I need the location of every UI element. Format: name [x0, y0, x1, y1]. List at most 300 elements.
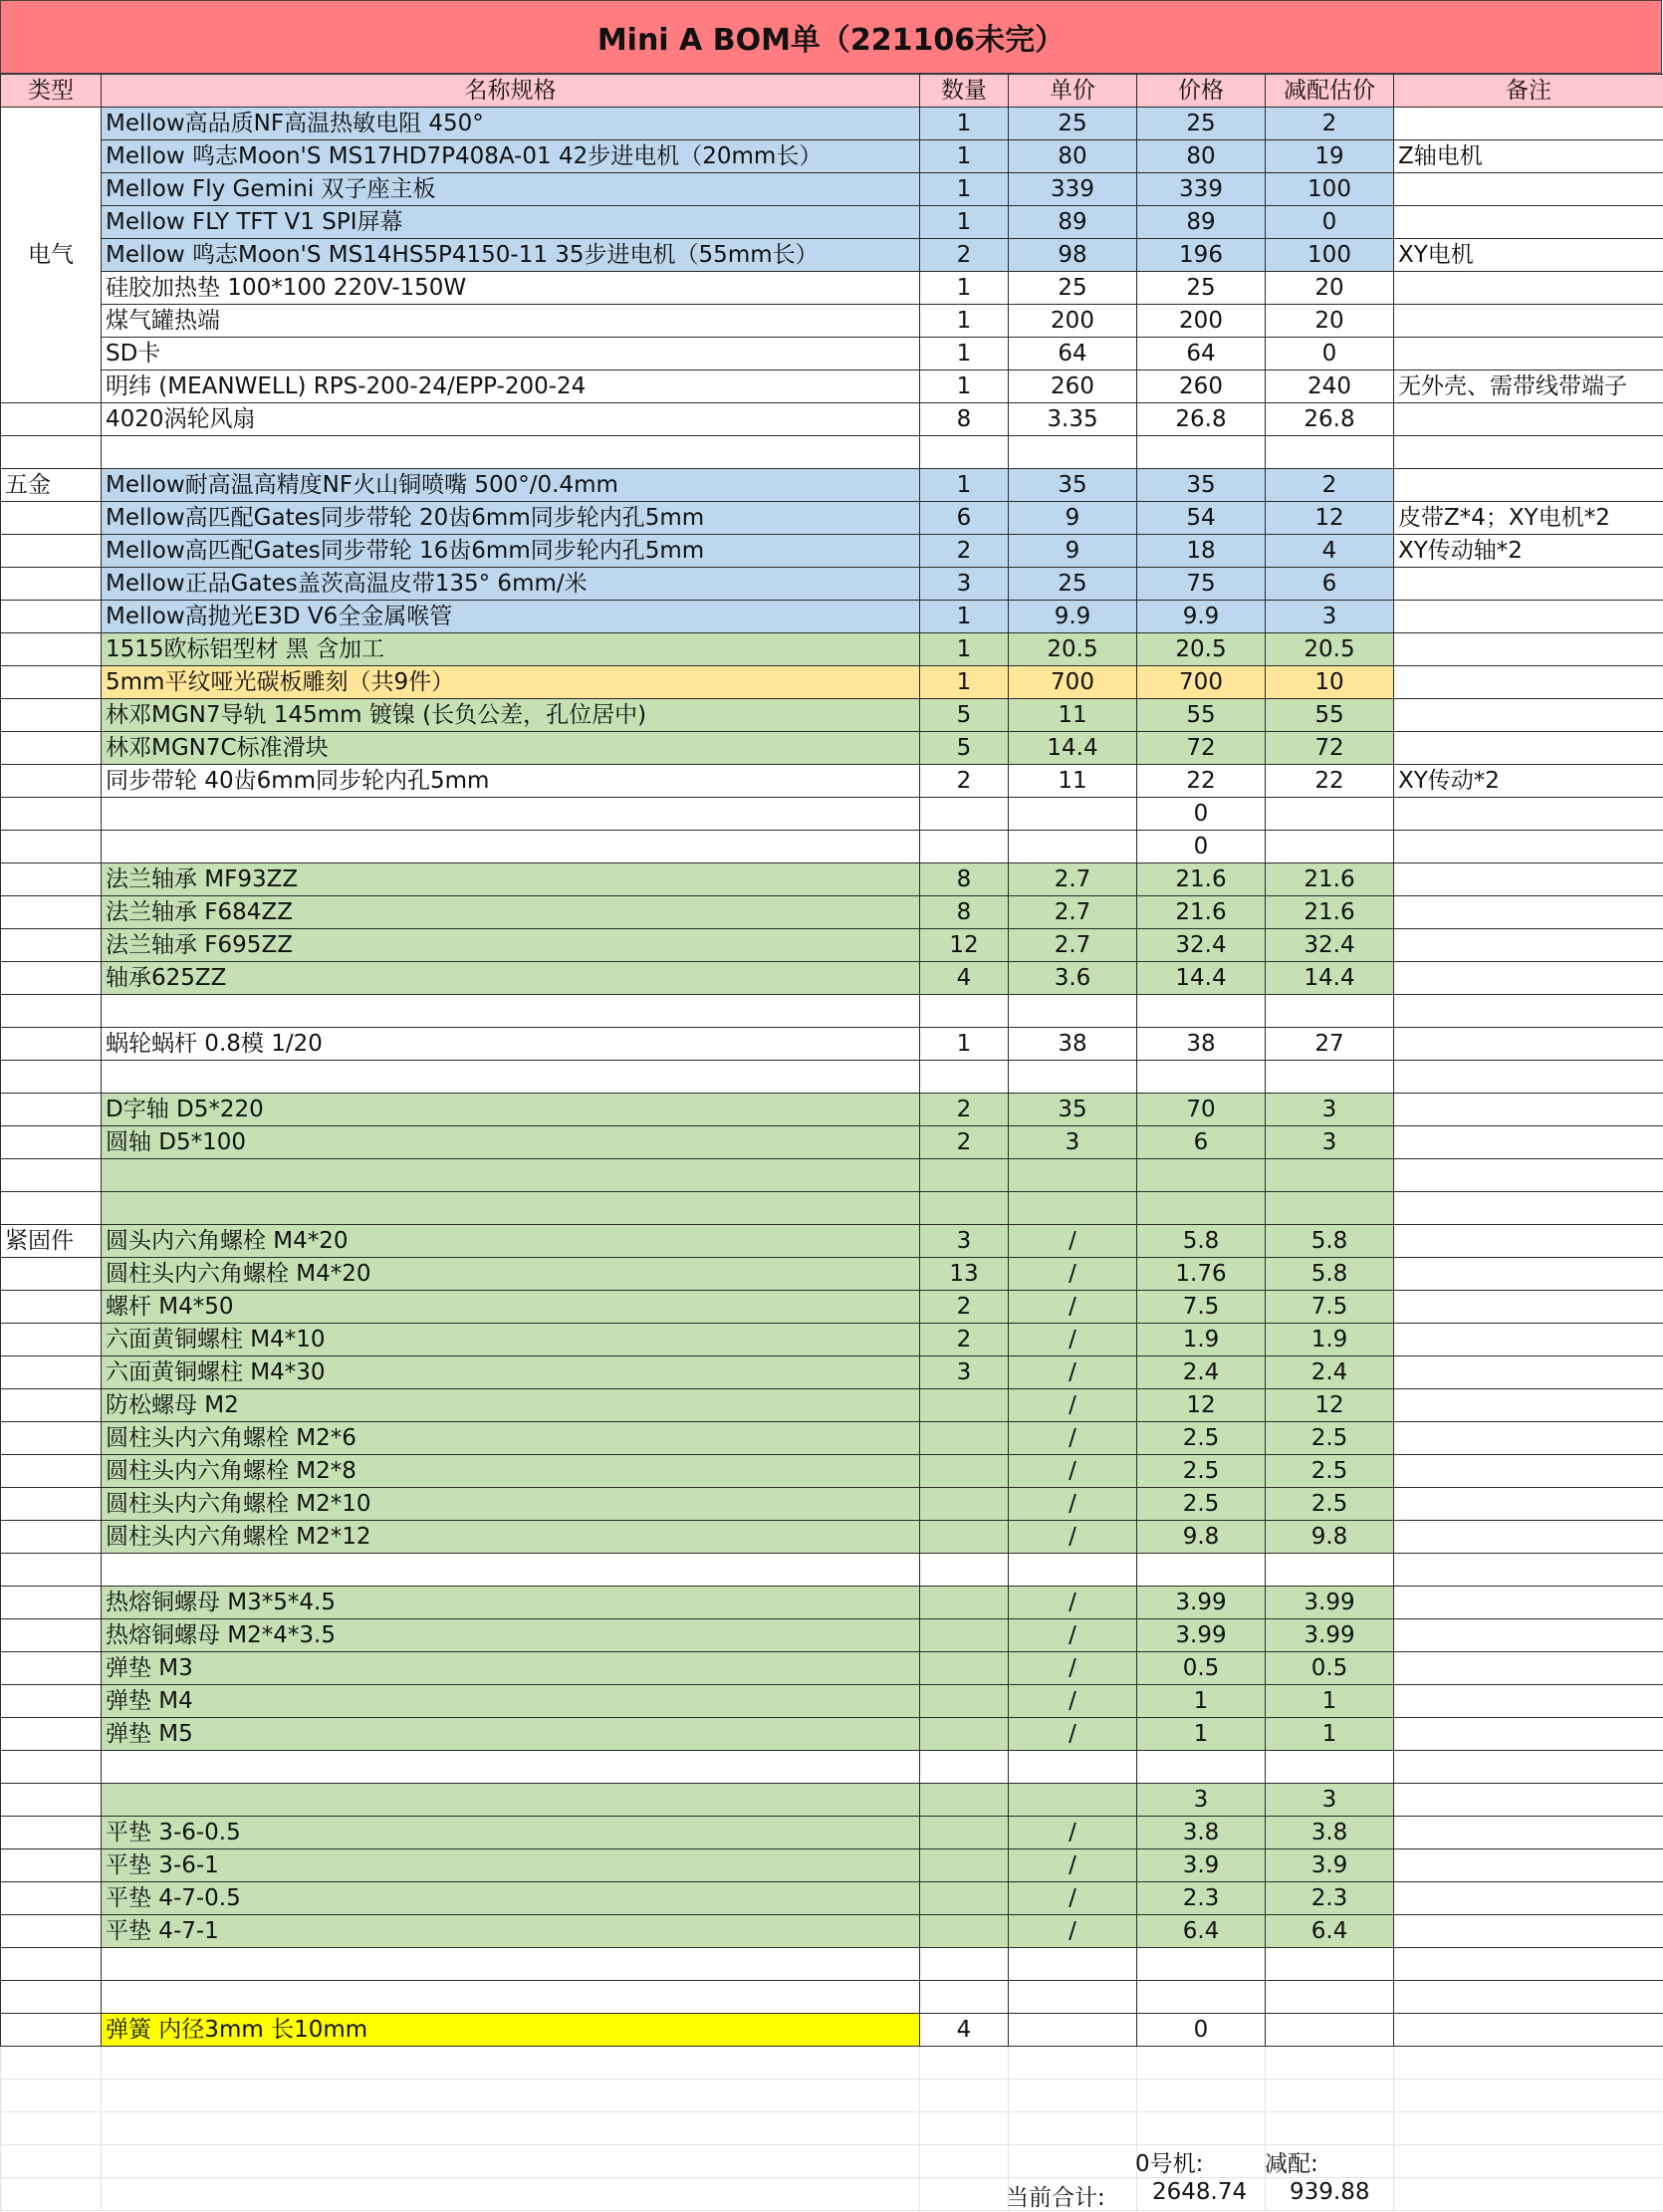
item-name[interactable]: 圆柱头内六角螺栓 M2*10 — [102, 1488, 920, 1521]
item-qty[interactable]: 2 — [920, 1126, 1009, 1159]
type-cell[interactable] — [1, 1882, 102, 1915]
item-reduced-estimate[interactable]: 20 — [1266, 272, 1394, 305]
empty-cell[interactable] — [1266, 2112, 1394, 2145]
type-cell[interactable] — [1, 1849, 102, 1882]
item-note[interactable] — [1394, 1094, 1663, 1126]
type-cell[interactable] — [1, 1981, 102, 2014]
item-reduced-estimate[interactable]: 3.9 — [1266, 1849, 1394, 1882]
empty-cell[interactable] — [1, 2047, 102, 2080]
item-price[interactable]: 9.8 — [1137, 1521, 1266, 1554]
item-qty[interactable] — [920, 798, 1009, 831]
item-reduced-estimate[interactable] — [1266, 831, 1394, 863]
item-reduced-estimate[interactable]: 0 — [1266, 206, 1394, 239]
type-cell[interactable] — [1, 1817, 102, 1849]
item-unit-price[interactable]: / — [1009, 1258, 1137, 1291]
item-price[interactable] — [1137, 1981, 1266, 2014]
type-cell[interactable] — [1, 1324, 102, 1356]
item-price[interactable]: 64 — [1137, 338, 1266, 370]
item-price[interactable]: 0 — [1137, 2014, 1266, 2047]
item-name[interactable]: 林邓MGN7导轨 145mm 镀镍 (长负公差，孔位居中) — [102, 699, 920, 732]
item-qty[interactable]: 12 — [920, 929, 1009, 962]
item-qty[interactable]: 1 — [920, 173, 1009, 206]
item-note[interactable] — [1394, 568, 1663, 601]
item-qty[interactable] — [920, 1718, 1009, 1751]
item-price[interactable] — [1137, 1554, 1266, 1587]
item-unit-price[interactable] — [1009, 1751, 1137, 1784]
item-qty[interactable] — [920, 831, 1009, 863]
item-note[interactable] — [1394, 1258, 1663, 1291]
empty-cell[interactable] — [1266, 2047, 1394, 2080]
item-price[interactable]: 2.4 — [1137, 1356, 1266, 1389]
item-reduced-estimate[interactable]: 0.5 — [1266, 1652, 1394, 1685]
item-qty[interactable]: 1 — [920, 469, 1009, 502]
item-note[interactable]: XY传动*2 — [1394, 765, 1663, 798]
item-unit-price[interactable]: 25 — [1009, 108, 1137, 140]
empty-cell[interactable] — [920, 2112, 1009, 2145]
item-name[interactable] — [102, 995, 920, 1028]
item-name[interactable]: Mellow FLY TFT V1 SPI屏幕 — [102, 206, 920, 239]
item-qty[interactable]: 8 — [920, 896, 1009, 929]
item-qty[interactable]: 1 — [920, 338, 1009, 370]
item-price[interactable]: 196 — [1137, 239, 1266, 272]
item-note[interactable] — [1394, 1882, 1663, 1915]
item-name[interactable] — [102, 831, 920, 863]
item-reduced-estimate[interactable]: 1.9 — [1266, 1324, 1394, 1356]
item-reduced-estimate[interactable] — [1266, 1948, 1394, 1981]
item-note[interactable] — [1394, 436, 1663, 469]
item-qty[interactable]: 1 — [920, 305, 1009, 338]
item-note[interactable] — [1394, 1126, 1663, 1159]
item-name[interactable] — [102, 1981, 920, 2014]
item-note[interactable] — [1394, 1652, 1663, 1685]
item-note[interactable] — [1394, 666, 1663, 699]
empty-cell[interactable] — [1009, 2047, 1137, 2080]
item-price[interactable]: 9.9 — [1137, 601, 1266, 633]
empty-cell[interactable] — [1394, 2145, 1663, 2178]
type-cell[interactable] — [1, 1784, 102, 1817]
type-cell[interactable] — [1, 1061, 102, 1094]
type-cell[interactable] — [1, 1159, 102, 1192]
type-cell[interactable] — [1, 1652, 102, 1685]
item-reduced-estimate[interactable]: 2.5 — [1266, 1488, 1394, 1521]
item-price[interactable]: 38 — [1137, 1028, 1266, 1061]
item-unit-price[interactable]: / — [1009, 1356, 1137, 1389]
item-qty[interactable]: 5 — [920, 699, 1009, 732]
item-name[interactable]: 六面黄铜螺柱 M4*30 — [102, 1356, 920, 1389]
header-qty[interactable]: 数量 — [920, 75, 1009, 108]
item-qty[interactable] — [920, 1159, 1009, 1192]
item-unit-price[interactable] — [1009, 1554, 1137, 1587]
item-unit-price[interactable] — [1009, 831, 1137, 863]
item-price[interactable]: 12 — [1137, 1389, 1266, 1422]
item-note[interactable] — [1394, 469, 1663, 502]
type-cell[interactable] — [1, 1521, 102, 1554]
item-price[interactable]: 3.8 — [1137, 1817, 1266, 1849]
type-cell[interactable] — [1, 1751, 102, 1784]
item-note[interactable] — [1394, 338, 1663, 370]
item-unit-price[interactable]: 200 — [1009, 305, 1137, 338]
item-reduced-estimate[interactable]: 21.6 — [1266, 863, 1394, 896]
item-name[interactable] — [102, 1784, 920, 1817]
item-price[interactable]: 1.9 — [1137, 1324, 1266, 1356]
item-name[interactable]: Mellow 鸣志Moon'S MS14HS5P4150-11 35步进电机（55mm长） — [102, 239, 920, 272]
item-note[interactable] — [1394, 1389, 1663, 1422]
item-unit-price[interactable]: 25 — [1009, 568, 1137, 601]
item-price[interactable] — [1137, 1159, 1266, 1192]
empty-cell[interactable] — [920, 2047, 1009, 2080]
item-unit-price[interactable] — [1009, 798, 1137, 831]
item-note[interactable] — [1394, 1159, 1663, 1192]
item-price[interactable]: 75 — [1137, 568, 1266, 601]
item-qty[interactable]: 2 — [920, 1324, 1009, 1356]
item-price[interactable] — [1137, 1192, 1266, 1225]
item-unit-price[interactable]: / — [1009, 1521, 1137, 1554]
empty-cell[interactable] — [1009, 2080, 1137, 2112]
empty-cell[interactable] — [1, 2178, 102, 2211]
item-unit-price[interactable]: / — [1009, 1488, 1137, 1521]
item-name[interactable]: 明纬 (MEANWELL) RPS-200-24/EPP-200-24 — [102, 370, 920, 403]
item-reduced-estimate[interactable]: 27 — [1266, 1028, 1394, 1061]
item-qty[interactable]: 2 — [920, 1291, 1009, 1324]
item-reduced-estimate[interactable] — [1266, 2014, 1394, 2047]
type-cell[interactable] — [1, 699, 102, 732]
item-note[interactable] — [1394, 962, 1663, 995]
item-note[interactable] — [1394, 601, 1663, 633]
item-note[interactable] — [1394, 929, 1663, 962]
item-note[interactable] — [1394, 1028, 1663, 1061]
item-price[interactable] — [1137, 436, 1266, 469]
item-reduced-estimate[interactable]: 20 — [1266, 305, 1394, 338]
item-qty[interactable] — [920, 1389, 1009, 1422]
item-price[interactable]: 35 — [1137, 469, 1266, 502]
item-name[interactable]: 热熔铜螺母 M2*4*3.5 — [102, 1619, 920, 1652]
item-name[interactable]: 平垫 3-6-0.5 — [102, 1817, 920, 1849]
item-reduced-estimate[interactable]: 2.5 — [1266, 1422, 1394, 1455]
item-note[interactable] — [1394, 206, 1663, 239]
item-name[interactable]: 圆轴 D5*100 — [102, 1126, 920, 1159]
item-name[interactable]: 同步带轮 40齿6mm同步轮内孔5mm — [102, 765, 920, 798]
type-cell[interactable] — [1, 1455, 102, 1488]
type-cell[interactable] — [1, 568, 102, 601]
item-qty[interactable] — [920, 1061, 1009, 1094]
item-qty[interactable] — [920, 1619, 1009, 1652]
item-name[interactable]: 平垫 3-6-1 — [102, 1849, 920, 1882]
item-reduced-estimate[interactable]: 5.8 — [1266, 1258, 1394, 1291]
empty-cell[interactable] — [1009, 2112, 1137, 2145]
item-note[interactable] — [1394, 1554, 1663, 1587]
type-cell[interactable] — [1, 1915, 102, 1948]
item-name[interactable] — [102, 1554, 920, 1587]
item-unit-price[interactable]: / — [1009, 1389, 1137, 1422]
item-qty[interactable] — [920, 1455, 1009, 1488]
item-note[interactable] — [1394, 1488, 1663, 1521]
item-name[interactable]: 弹垫 M5 — [102, 1718, 920, 1751]
item-note[interactable]: XY电机 — [1394, 239, 1663, 272]
item-name[interactable]: 法兰轴承 MF93ZZ — [102, 863, 920, 896]
type-cell[interactable] — [1, 633, 102, 666]
item-qty[interactable]: 2 — [920, 1094, 1009, 1126]
item-name[interactable]: 法兰轴承 F684ZZ — [102, 896, 920, 929]
item-name[interactable]: Mellow Fly Gemini 双子座主板 — [102, 173, 920, 206]
item-reduced-estimate[interactable]: 9.8 — [1266, 1521, 1394, 1554]
item-price[interactable]: 25 — [1137, 108, 1266, 140]
type-cell[interactable] — [1, 798, 102, 831]
item-unit-price[interactable]: 25 — [1009, 272, 1137, 305]
item-note[interactable] — [1394, 1849, 1663, 1882]
item-reduced-estimate[interactable]: 3.99 — [1266, 1587, 1394, 1619]
empty-cell[interactable] — [1137, 2047, 1266, 2080]
item-price[interactable]: 2.3 — [1137, 1882, 1266, 1915]
item-price[interactable]: 200 — [1137, 305, 1266, 338]
item-price[interactable]: 1.76 — [1137, 1258, 1266, 1291]
type-cell[interactable] — [1, 1126, 102, 1159]
item-unit-price[interactable] — [1009, 1159, 1137, 1192]
item-name[interactable]: D字轴 D5*220 — [102, 1094, 920, 1126]
item-name[interactable]: Mellow高抛光E3D V6全金属喉管 — [102, 601, 920, 633]
item-unit-price[interactable]: 9 — [1009, 535, 1137, 568]
item-reduced-estimate[interactable]: 3 — [1266, 601, 1394, 633]
item-unit-price[interactable]: 20.5 — [1009, 633, 1137, 666]
item-price[interactable]: 72 — [1137, 732, 1266, 765]
item-note[interactable] — [1394, 173, 1663, 206]
item-price[interactable]: 70 — [1137, 1094, 1266, 1126]
item-unit-price[interactable] — [1009, 1192, 1137, 1225]
item-reduced-estimate[interactable]: 100 — [1266, 173, 1394, 206]
item-qty[interactable] — [920, 1685, 1009, 1718]
item-reduced-estimate[interactable] — [1266, 1981, 1394, 2014]
item-price[interactable]: 25 — [1137, 272, 1266, 305]
item-name[interactable]: 平垫 4-7-0.5 — [102, 1882, 920, 1915]
type-cell[interactable] — [1, 403, 102, 436]
item-qty[interactable] — [920, 436, 1009, 469]
empty-cell[interactable] — [1009, 2145, 1137, 2178]
item-note[interactable] — [1394, 1324, 1663, 1356]
item-qty[interactable] — [920, 1652, 1009, 1685]
type-cell[interactable] — [1, 962, 102, 995]
item-price[interactable]: 89 — [1137, 206, 1266, 239]
item-price[interactable]: 6.4 — [1137, 1915, 1266, 1948]
item-reduced-estimate[interactable]: 3 — [1266, 1784, 1394, 1817]
item-name[interactable]: 圆头内六角螺栓 M4*20 — [102, 1225, 920, 1258]
empty-cell[interactable] — [1394, 2112, 1663, 2145]
item-note[interactable] — [1394, 633, 1663, 666]
item-unit-price[interactable]: 11 — [1009, 765, 1137, 798]
item-reduced-estimate[interactable]: 2 — [1266, 108, 1394, 140]
item-name[interactable] — [102, 1159, 920, 1192]
header-name[interactable]: 名称规格 — [102, 75, 920, 108]
item-name[interactable]: 圆柱头内六角螺栓 M2*8 — [102, 1455, 920, 1488]
item-qty[interactable] — [920, 1882, 1009, 1915]
item-reduced-estimate[interactable]: 12 — [1266, 1389, 1394, 1422]
item-price[interactable]: 3.99 — [1137, 1587, 1266, 1619]
item-qty[interactable]: 1 — [920, 108, 1009, 140]
type-cell[interactable] — [1, 1389, 102, 1422]
header-unit-price[interactable]: 单价 — [1009, 75, 1137, 108]
item-note[interactable] — [1394, 1619, 1663, 1652]
item-note[interactable]: XY传动轴*2 — [1394, 535, 1663, 568]
item-note[interactable] — [1394, 1455, 1663, 1488]
item-unit-price[interactable]: 339 — [1009, 173, 1137, 206]
empty-cell[interactable] — [1394, 2080, 1663, 2112]
item-reduced-estimate[interactable]: 72 — [1266, 732, 1394, 765]
item-price[interactable] — [1137, 995, 1266, 1028]
item-reduced-estimate[interactable]: 100 — [1266, 239, 1394, 272]
item-unit-price[interactable]: 64 — [1009, 338, 1137, 370]
item-qty[interactable] — [920, 1784, 1009, 1817]
item-qty[interactable] — [920, 1192, 1009, 1225]
item-qty[interactable]: 4 — [920, 962, 1009, 995]
item-note[interactable] — [1394, 1521, 1663, 1554]
item-unit-price[interactable]: 14.4 — [1009, 732, 1137, 765]
type-cell[interactable] — [1, 1587, 102, 1619]
item-unit-price[interactable]: 3.35 — [1009, 403, 1137, 436]
item-name[interactable] — [102, 436, 920, 469]
item-note[interactable] — [1394, 798, 1663, 831]
item-price[interactable]: 5.8 — [1137, 1225, 1266, 1258]
item-price[interactable]: 6 — [1137, 1126, 1266, 1159]
item-reduced-estimate[interactable]: 2.5 — [1266, 1455, 1394, 1488]
item-price[interactable]: 0 — [1137, 798, 1266, 831]
item-name[interactable]: 煤气罐热端 — [102, 305, 920, 338]
item-qty[interactable]: 2 — [920, 239, 1009, 272]
item-reduced-estimate[interactable]: 26.8 — [1266, 403, 1394, 436]
type-cell[interactable] — [1, 436, 102, 469]
item-price[interactable]: 21.6 — [1137, 896, 1266, 929]
empty-cell[interactable] — [920, 2145, 1009, 2178]
item-price[interactable] — [1137, 1751, 1266, 1784]
item-price[interactable]: 80 — [1137, 140, 1266, 173]
item-qty[interactable] — [920, 1981, 1009, 2014]
item-price[interactable] — [1137, 1948, 1266, 1981]
item-qty[interactable]: 3 — [920, 568, 1009, 601]
item-name[interactable]: 4020涡轮风扇 — [102, 403, 920, 436]
empty-cell[interactable] — [1394, 2178, 1663, 2211]
empty-cell[interactable] — [1, 2145, 102, 2178]
item-unit-price[interactable]: / — [1009, 1849, 1137, 1882]
item-unit-price[interactable]: 2.7 — [1009, 929, 1137, 962]
empty-cell[interactable] — [920, 2080, 1009, 2112]
empty-cell[interactable] — [102, 2080, 920, 2112]
item-note[interactable] — [1394, 1751, 1663, 1784]
item-unit-price[interactable]: / — [1009, 1587, 1137, 1619]
item-note[interactable]: 无外壳、需带线带端子 — [1394, 370, 1663, 403]
empty-cell[interactable] — [1137, 2080, 1266, 2112]
item-note[interactable] — [1394, 2014, 1663, 2047]
item-reduced-estimate[interactable]: 21.6 — [1266, 896, 1394, 929]
item-qty[interactable] — [920, 1488, 1009, 1521]
item-name[interactable]: Mellow高匹配Gates同步带轮 16齿6mm同步轮内孔5mm — [102, 535, 920, 568]
item-note[interactable] — [1394, 1225, 1663, 1258]
item-qty[interactable]: 1 — [920, 666, 1009, 699]
item-qty[interactable] — [920, 995, 1009, 1028]
type-cell-electric[interactable]: 电气 — [1, 108, 102, 403]
item-unit-price[interactable] — [1009, 1061, 1137, 1094]
item-reduced-estimate[interactable] — [1266, 1192, 1394, 1225]
type-cell[interactable] — [1, 1094, 102, 1126]
item-price[interactable]: 26.8 — [1137, 403, 1266, 436]
item-reduced-estimate[interactable]: 2.4 — [1266, 1356, 1394, 1389]
item-unit-price[interactable] — [1009, 995, 1137, 1028]
type-cell[interactable] — [1, 1422, 102, 1455]
item-unit-price[interactable]: 2.7 — [1009, 896, 1137, 929]
type-cell[interactable] — [1, 863, 102, 896]
item-name[interactable] — [102, 1751, 920, 1784]
item-name[interactable]: 5mm平纹哑光碳板雕刻（共9件） — [102, 666, 920, 699]
item-unit-price[interactable]: 2.7 — [1009, 863, 1137, 896]
item-note[interactable] — [1394, 1948, 1663, 1981]
item-unit-price[interactable] — [1009, 2014, 1137, 2047]
item-note[interactable] — [1394, 1192, 1663, 1225]
item-note[interactable] — [1394, 1356, 1663, 1389]
item-unit-price[interactable]: 35 — [1009, 469, 1137, 502]
item-unit-price[interactable]: / — [1009, 1817, 1137, 1849]
item-reduced-estimate[interactable]: 3 — [1266, 1094, 1394, 1126]
item-qty[interactable]: 3 — [920, 1225, 1009, 1258]
item-note[interactable]: Z轴电机 — [1394, 140, 1663, 173]
item-price[interactable]: 55 — [1137, 699, 1266, 732]
item-price[interactable]: 3.9 — [1137, 1849, 1266, 1882]
item-name[interactable]: 热熔铜螺母 M3*5*4.5 — [102, 1587, 920, 1619]
item-reduced-estimate[interactable] — [1266, 1061, 1394, 1094]
type-cell[interactable] — [1, 1258, 102, 1291]
item-name[interactable]: 林邓MGN7C标准滑块 — [102, 732, 920, 765]
item-name[interactable]: Mellow高匹配Gates同步带轮 20齿6mm同步轮内孔5mm — [102, 502, 920, 535]
item-reduced-estimate[interactable]: 10 — [1266, 666, 1394, 699]
item-unit-price[interactable]: 35 — [1009, 1094, 1137, 1126]
type-cell[interactable] — [1, 1028, 102, 1061]
item-reduced-estimate[interactable]: 5.8 — [1266, 1225, 1394, 1258]
item-name[interactable]: 弹簧 内径3mm 长10mm — [102, 2014, 920, 2047]
item-price[interactable]: 1 — [1137, 1685, 1266, 1718]
item-name[interactable] — [102, 1061, 920, 1094]
item-price[interactable]: 0.5 — [1137, 1652, 1266, 1685]
item-unit-price[interactable]: 89 — [1009, 206, 1137, 239]
item-unit-price[interactable]: 11 — [1009, 699, 1137, 732]
item-price[interactable]: 339 — [1137, 173, 1266, 206]
item-price[interactable]: 700 — [1137, 666, 1266, 699]
item-note[interactable] — [1394, 305, 1663, 338]
item-unit-price[interactable] — [1009, 436, 1137, 469]
item-reduced-estimate[interactable]: 12 — [1266, 502, 1394, 535]
type-cell[interactable] — [1, 1685, 102, 1718]
item-reduced-estimate[interactable] — [1266, 1751, 1394, 1784]
empty-cell[interactable] — [102, 2145, 920, 2178]
item-note[interactable] — [1394, 1981, 1663, 2014]
type-cell[interactable] — [1, 1948, 102, 1981]
item-qty[interactable] — [920, 1521, 1009, 1554]
item-unit-price[interactable]: / — [1009, 1882, 1137, 1915]
item-qty[interactable]: 2 — [920, 535, 1009, 568]
item-note[interactable] — [1394, 831, 1663, 863]
item-reduced-estimate[interactable]: 1 — [1266, 1718, 1394, 1751]
empty-cell[interactable] — [102, 2047, 920, 2080]
item-unit-price[interactable]: / — [1009, 1718, 1137, 1751]
item-price[interactable]: 14.4 — [1137, 962, 1266, 995]
type-cell[interactable] — [1, 1356, 102, 1389]
item-price[interactable]: 21.6 — [1137, 863, 1266, 896]
item-note[interactable] — [1394, 896, 1663, 929]
item-reduced-estimate[interactable]: 2.3 — [1266, 1882, 1394, 1915]
item-name[interactable]: 1515欧标铝型材 黑 含加工 — [102, 633, 920, 666]
item-note[interactable] — [1394, 1784, 1663, 1817]
type-cell[interactable] — [1, 1192, 102, 1225]
item-reduced-estimate[interactable]: 20.5 — [1266, 633, 1394, 666]
item-qty[interactable]: 1 — [920, 140, 1009, 173]
item-name[interactable]: 螺杆 M4*50 — [102, 1291, 920, 1324]
item-unit-price[interactable]: / — [1009, 1685, 1137, 1718]
item-qty[interactable] — [920, 1554, 1009, 1587]
item-price[interactable]: 32.4 — [1137, 929, 1266, 962]
